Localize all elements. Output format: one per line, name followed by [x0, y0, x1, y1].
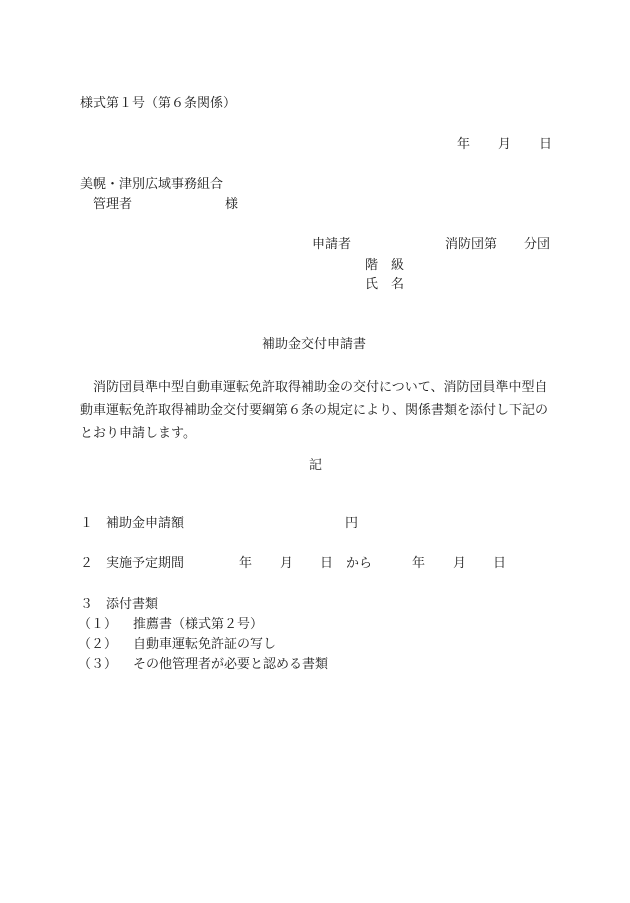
applicant-label: 申請者 — [312, 237, 352, 252]
addressee-organization: 美幌・津別広域事務組合 — [80, 177, 224, 192]
attachment-number: （３） — [78, 657, 118, 672]
date-day: 日 — [539, 137, 553, 152]
attachment-text: その他管理者が必要と認める書類 — [133, 657, 329, 672]
applicant-rank-label: 階 級 — [365, 258, 405, 273]
period-from: から — [346, 556, 373, 571]
applicant-corps: 消防団第 — [445, 237, 498, 252]
attachment-text: 自動車運転免許証の写し — [133, 637, 277, 652]
attachment-number: （１） — [78, 617, 118, 632]
attachment-number: （２） — [78, 637, 118, 652]
end-month: 月 — [453, 556, 467, 571]
addressee-title: 管理者 — [93, 197, 133, 212]
attachment-text: 推薦書（様式第２号） — [133, 617, 264, 632]
item-number: １ — [80, 516, 94, 531]
applicant-division: 分団 — [524, 237, 551, 252]
item-label: 添付書類 — [106, 597, 159, 612]
date-year: 年 — [457, 137, 471, 152]
end-year: 年 — [412, 556, 426, 571]
form-number: 様式第１号（第６条関係） — [80, 96, 237, 111]
addressee-honorific: 様 — [225, 197, 239, 212]
date-month: 月 — [498, 137, 512, 152]
amount-unit: 円 — [345, 516, 359, 531]
item-label: 実施予定期間 — [106, 556, 185, 571]
item-number: ３ — [80, 597, 94, 612]
end-day: 日 — [493, 556, 507, 571]
ki-heading: 記 — [309, 458, 323, 473]
start-year: 年 — [239, 556, 253, 571]
document-title: 補助金交付申請書 — [262, 337, 367, 352]
item-label: 補助金申請額 — [106, 516, 185, 531]
applicant-name-label: 氏 名 — [365, 277, 405, 292]
start-day: 日 — [320, 556, 334, 571]
start-month: 月 — [280, 556, 294, 571]
item-number: ２ — [80, 556, 94, 571]
body-paragraph: 消防団員準中型自動車運転免許取得補助金の交付について、消防団員準中型自動車運転免許取得補助金交付要綱第６条の規定により、関係書類を添付し下記のとおり申請します。 — [80, 380, 549, 441]
